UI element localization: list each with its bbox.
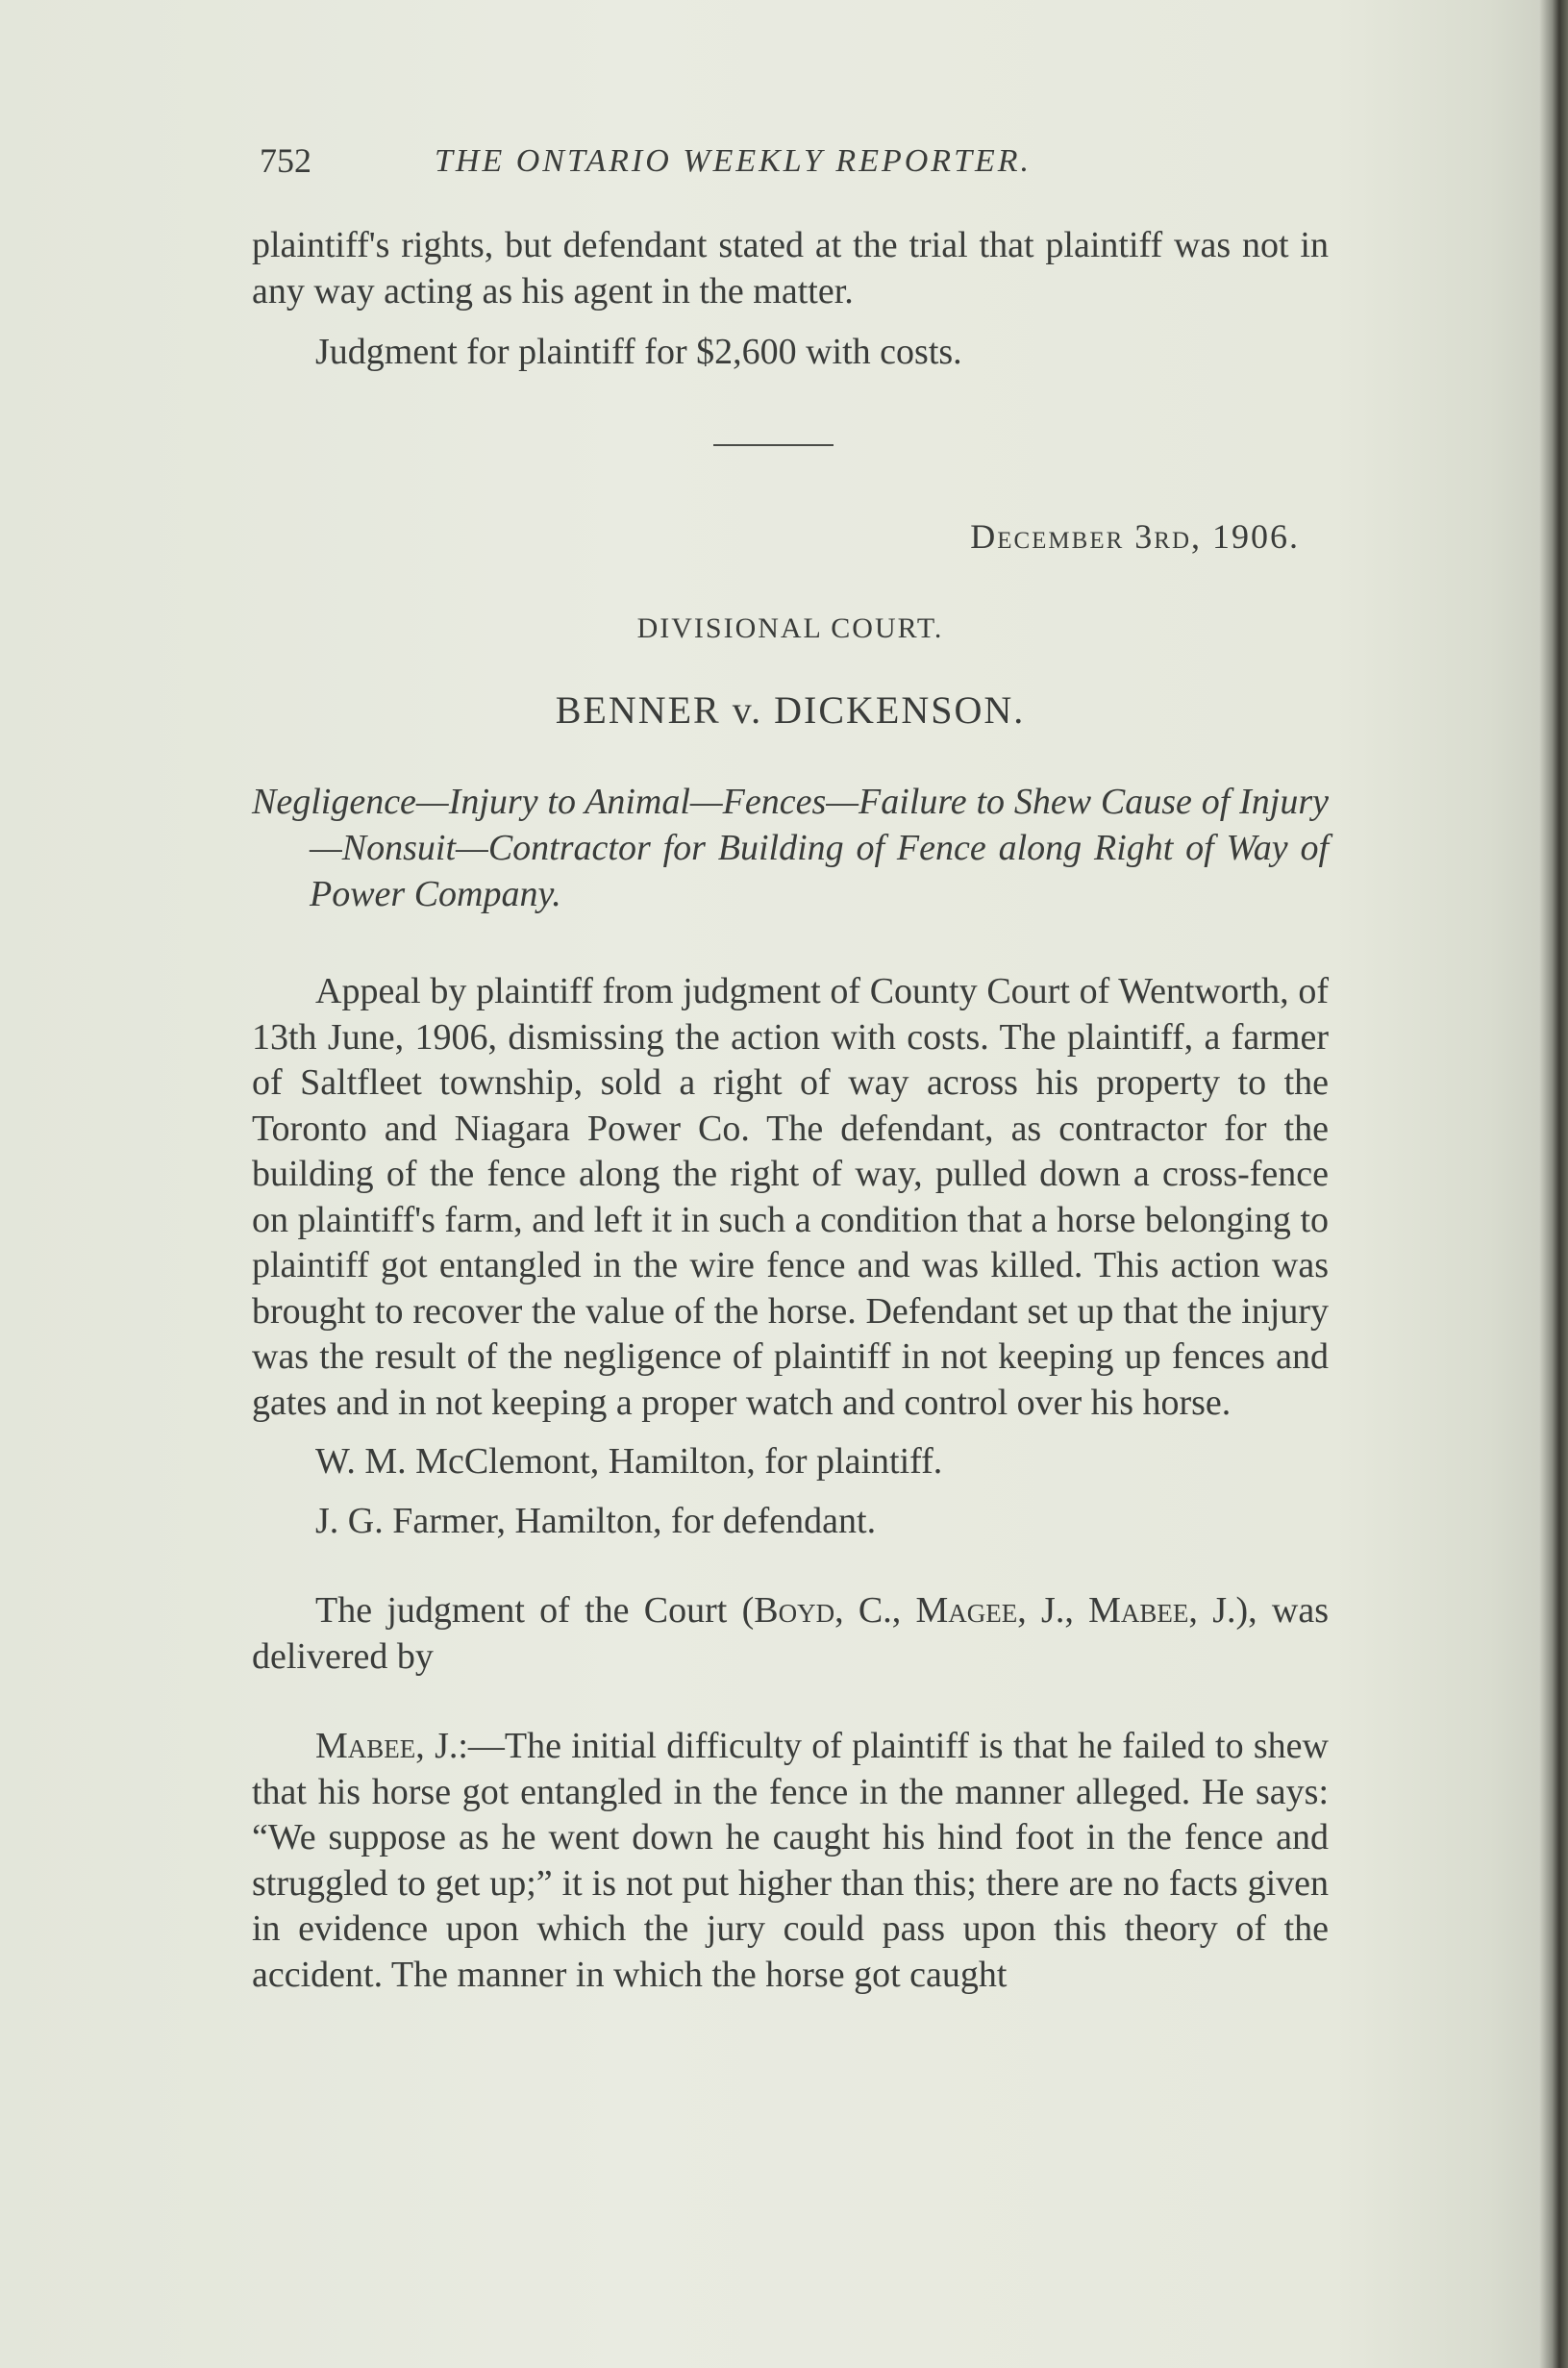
headnote-text: Negligence—Injury to Animal—Fences—Failure to Shew Cause of Injury—Nonsuit—Contractor for Building of Fence along Right of Way of Power Company. bbox=[252, 782, 1329, 914]
delivery-outro: ), was delivered by bbox=[252, 1590, 1330, 1677]
delivery-intro: The judgment of the Court ( bbox=[315, 1590, 755, 1631]
judge-magee: Magee, J. bbox=[915, 1590, 1065, 1631]
headnote bbox=[252, 779, 1329, 917]
counsel-defendant: J. G. Farmer, Hamilton, for defendant. bbox=[315, 1500, 877, 1541]
judge-boyd: Boyd, C. bbox=[754, 1590, 892, 1631]
page-number: 752 bbox=[260, 141, 311, 180]
judge-mabee: Mabee, J. bbox=[1088, 1590, 1236, 1631]
previous-case-judgment: Judgment for plaintiff for $2,600 with costs. bbox=[315, 332, 962, 372]
previous-case-ending bbox=[252, 223, 1329, 376]
opinion-text: :—The initial difficulty of plaintiff is that he failed to shew that his horse got entangled in the fence in the manner alleged. He says: “We suppose as he went down he caught his hind foot in the fence and struggled to get up;” it is not put higher than this; there are no facts given in evidence upon which the jury could pass upon this theory of the accident. The manner in which the horse got caught bbox=[252, 1726, 1329, 1995]
judge-separator: , bbox=[1064, 1590, 1089, 1631]
page-header bbox=[252, 135, 1329, 183]
judgment-delivery bbox=[252, 1588, 1329, 1680]
case-title: BENNER v. DICKENSON. bbox=[555, 688, 1026, 732]
counsel-plaintiff: W. M. McClemont, Hamilton, for plaintiff. bbox=[315, 1441, 943, 1482]
case-body bbox=[252, 969, 1329, 1998]
book-spine-shadow bbox=[1539, 0, 1568, 2368]
opinion-author: Mabee, J. bbox=[315, 1726, 459, 1766]
case-separator-rule bbox=[713, 444, 834, 446]
court-name: DIVISIONAL COURT. bbox=[636, 612, 944, 644]
running-title: THE ONTARIO WEEKLY REPORTER. bbox=[435, 143, 1033, 179]
previous-case-paragraph: plaintiff's rights, but defendant stated at the trial that plaintiff was not in any way acting as his agent in the matter. bbox=[252, 225, 1329, 312]
case-statement: Appeal by plaintiff from judgment of County Court of Wentworth, of 13th June, 1906, dismissing the action with costs. The plaintiff, a farmer of Saltfleet township, sold a right of way across his property to the Toronto and Niagara Power Co. The defendant, as contractor for the building of the fence along the right of way, pulled down a cross-fence on plaintiff's farm, and left it in such a condition that a horse belonging to plaintiff got entangled in the wire fence and was killed. This action was brought to recover the value of the horse. Defendant set up that the injury was the result of the negligence of plaintiff in not keeping up fences and gates and in not keeping a proper watch and control over his horse. bbox=[252, 971, 1329, 1423]
decision-date: December 3rd, 1906. bbox=[970, 517, 1300, 556]
judge-separator: , bbox=[891, 1590, 916, 1631]
opinion-paragraph bbox=[252, 1724, 1329, 1998]
